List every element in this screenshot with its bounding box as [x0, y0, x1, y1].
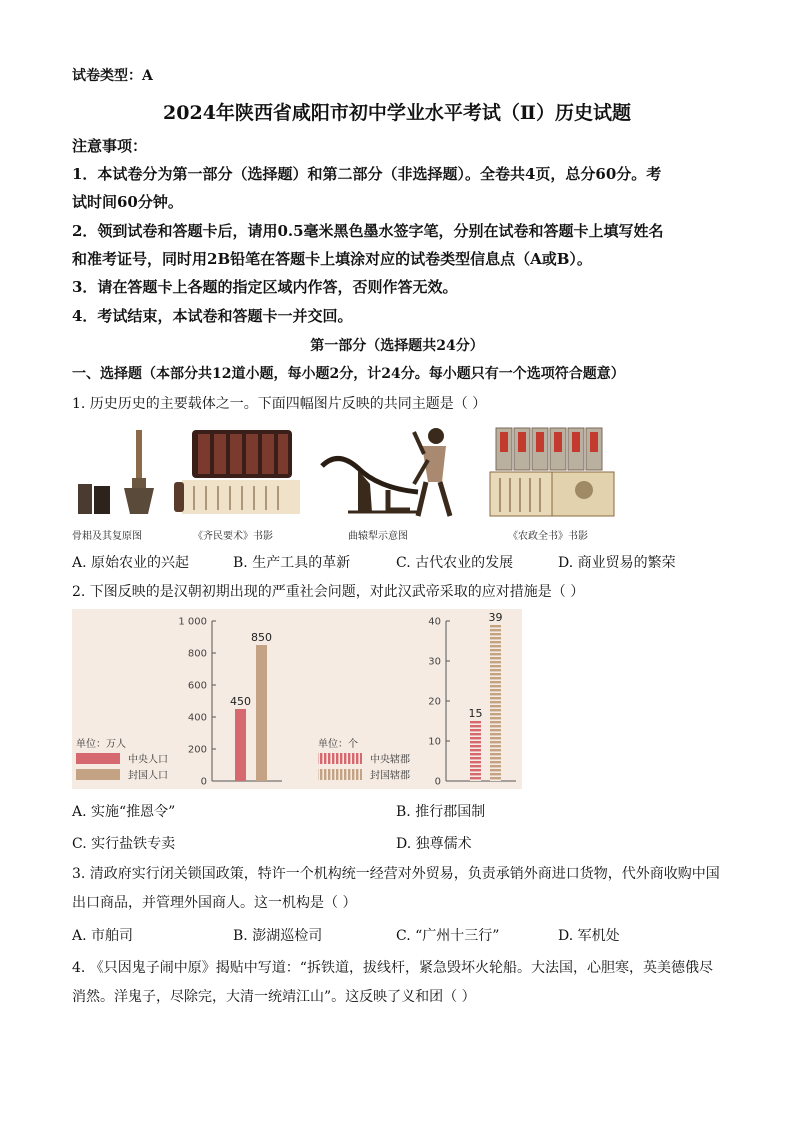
caption-bone-spade: 骨耜及其复原图 — [72, 531, 142, 542]
chart-legend-swatch — [76, 769, 120, 780]
chart-legend-label: 中央辖郡 — [370, 754, 410, 766]
caption-curved-plough: 曲辕犁示意图 — [348, 531, 408, 542]
chart-legend-label: 封国人口 — [128, 770, 168, 782]
chart-bar — [256, 645, 267, 781]
q2-option-c[interactable]: C. 实行盐铁专卖 — [72, 836, 176, 852]
chart-y-tick-label: 1 000 — [178, 616, 207, 628]
chart-unit-label: 单位：万人 — [76, 739, 126, 750]
q3-option-b[interactable]: B. 澎湖巡检司 — [233, 928, 323, 944]
chart-bar — [490, 625, 501, 781]
section-instruction: 一、选择题（本部分共12道小题，每小题2分，计24分。每小题只有一个选项符合题意） — [72, 366, 625, 382]
chart-legend-label: 封国辖郡 — [370, 770, 410, 782]
q1-option-d[interactable]: D. 商业贸易的繁荣 — [558, 555, 676, 571]
chart-svg — [72, 609, 522, 789]
q2-option-d[interactable]: D. 独尊儒术 — [396, 836, 472, 852]
bone-spade-image — [72, 424, 162, 520]
nongzheng-quanshu-image — [486, 424, 618, 520]
chart-y-tick-label: 600 — [187, 680, 207, 692]
notice-line: 试时间60分钟。 — [72, 193, 183, 211]
question-1-stem: 1. 历史历史的主要载体之一。下面四幅图片反映的共同主题是（ ） — [72, 396, 487, 412]
chart-y-tick-label: 30 — [428, 656, 441, 668]
q1-option-a[interactable]: A. 原始农业的兴起 — [72, 555, 190, 571]
question-3-stem-line: 出口商品，并管理外国商人。这一机构是（ ） — [72, 895, 357, 911]
chart-y-tick-label: 20 — [428, 696, 441, 708]
paper-type: 试卷类型：A — [72, 68, 153, 84]
chart-bar — [470, 721, 481, 781]
chart-y-tick-label: 0 — [200, 776, 207, 788]
notice-line: 2．领到试卷和答题卡后，请用0.5毫米黑色墨水签字笔，分别在试卷和答题卡上填写姓名 — [72, 222, 664, 240]
question-4-stem-line: 4. 《只因鬼子闹中原》揭贴中写道：“拆铁道，拔线杆，紧急毁坏火轮船。大法国，心胆寒，英美德俄尽 — [72, 960, 713, 976]
question-3-stem-line: 3. 清政府实行闭关锁国政策，特许一个机构统一经营对外贸易，负责承销外商进口货物，代外商收购中国 — [72, 866, 720, 882]
chart-legend-swatch — [76, 753, 120, 764]
chart-y-tick-label: 0 — [434, 776, 441, 788]
chart-bar — [235, 709, 246, 781]
q3-option-c[interactable]: C. “广州十三行” — [396, 928, 500, 944]
notice-heading: 注意事项： — [72, 137, 148, 155]
chart-y-tick-label: 40 — [428, 616, 441, 628]
notice-line: 4．考试结束，本试卷和答题卡一并交回。 — [72, 307, 353, 325]
notice-line: 和准考证号，同时用2B铅笔在答题卡上填涂对应的试卷类型信息点（A或B）。 — [72, 250, 592, 268]
chart-data-label: 850 — [251, 631, 272, 644]
q1-option-b[interactable]: B. 生产工具的革新 — [233, 555, 351, 571]
qimin-yaoshu-image — [172, 424, 306, 520]
chart-legend-swatch — [318, 769, 362, 780]
chart-data-label: 15 — [468, 707, 483, 720]
notice-line: 1．本试卷分为第一部分（选择题）和第二部分（非选择题）。全卷共4页，总分60分。考 — [72, 165, 662, 183]
chart-legend-swatch — [318, 753, 362, 764]
q3-option-a[interactable]: A. 市舶司 — [72, 928, 134, 944]
caption-qimin-yaoshu: 《齐民要术》书影 — [193, 531, 273, 542]
q3-option-d[interactable]: D. 军机处 — [558, 928, 620, 944]
page-title: 2024年陕西省咸阳市初中学业水平考试（Ⅱ）历史试题 — [163, 102, 631, 124]
chart-y-tick-label: 800 — [187, 648, 207, 660]
chart-y-tick-label: 10 — [428, 736, 441, 748]
q1-option-c[interactable]: C. 古代农业的发展 — [396, 555, 514, 571]
chart-data-label: 39 — [488, 611, 503, 624]
chart-y-tick-label: 400 — [187, 712, 207, 724]
chart-legend-label: 中央人口 — [128, 754, 168, 766]
han-dynasty-chart — [72, 609, 522, 789]
chart-y-tick-label: 200 — [187, 744, 207, 756]
q2-option-a[interactable]: A. 实施“推恩令” — [72, 804, 176, 820]
chart-data-label: 450 — [230, 695, 251, 708]
q2-option-b[interactable]: B. 推行郡国制 — [396, 804, 486, 820]
chart-unit-label: 单位：个 — [318, 739, 358, 750]
caption-nongzheng-quanshu: 《农政全书》书影 — [508, 531, 588, 542]
question-2-stem: 2. 下图反映的是汉朝初期出现的严重社会问题，对此汉武帝采取的应对措施是（ ） — [72, 584, 585, 600]
part-title: 第一部分（选择题共24分） — [310, 338, 484, 354]
question-4-stem-line: 消然。洋鬼子，尽除完，大清一统靖江山”。这反映了义和团（ ） — [72, 989, 476, 1005]
curved-plough-image — [318, 424, 470, 520]
notice-line: 3．请在答题卡上各题的指定区域内作答，否则作答无效。 — [72, 278, 458, 296]
